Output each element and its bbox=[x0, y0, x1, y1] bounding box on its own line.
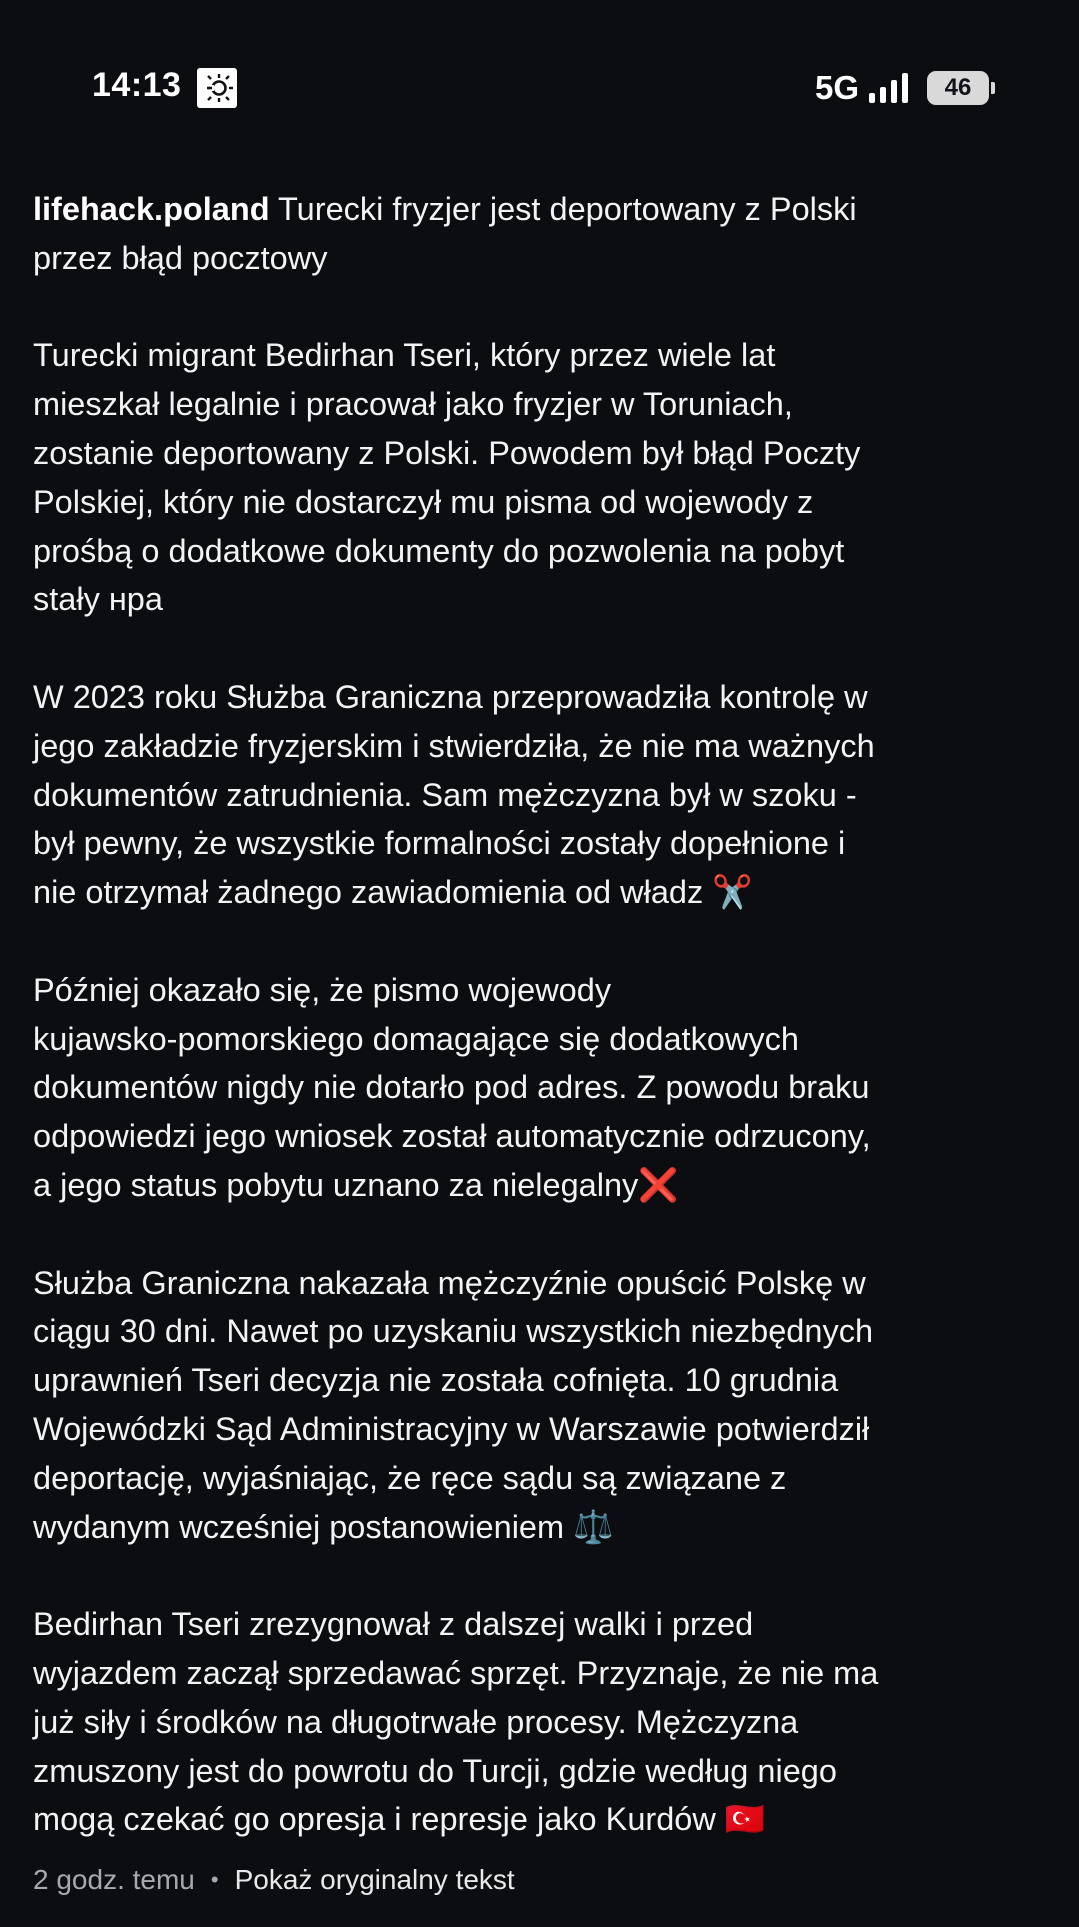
post-line: już siły i środków na długotrwałe procesy. Mężczyzna bbox=[33, 1703, 799, 1740]
network-type: 5G bbox=[814, 69, 859, 106]
status-bar bbox=[0, 0, 1079, 180]
post-line: uprawnień Tseri decyzja nie została cofnięta. 10 grudnia bbox=[33, 1362, 839, 1399]
post-line: W 2023 roku Służba Graniczna przeprowadziła kontrolę w bbox=[33, 678, 868, 715]
post-line: był pewny, że wszystkie formalności zostały dopełnione i bbox=[33, 825, 846, 862]
post bbox=[33, 185, 1038, 1844]
post-line: Wojewódzki Sąd Administracyjny w Warszawie potwierdził bbox=[33, 1410, 870, 1447]
post-footer bbox=[33, 1860, 515, 1900]
post-line: Polskiej, który nie dostarczył mu pisma od wojewody z bbox=[33, 483, 814, 520]
post-text bbox=[33, 185, 1038, 1844]
post-line: Później okazało się, że pismo wojewody bbox=[33, 971, 612, 1008]
battery-icon bbox=[927, 71, 989, 105]
post-line: Bedirhan Tseri zrezygnował z dalszej walki i przed bbox=[33, 1606, 754, 1643]
post-line: dokumentów nigdy nie dotarło pod adres. Z powodu braku bbox=[33, 1069, 870, 1106]
post-line: Turecki fryzjer jest deportowany z Polski bbox=[269, 191, 857, 227]
post-line: wyjazdem zaczął sprzedawać sprzęt. Przyznaje, że nie ma bbox=[33, 1654, 879, 1691]
post-line: ciągu 30 dni. Nawet po uzyskaniu wszystkich niezbędnych bbox=[33, 1313, 874, 1350]
status-time: 14:13 bbox=[92, 66, 182, 104]
post-line: zostanie deportowany z Polski. Powodem był błąd Poczty bbox=[33, 434, 861, 471]
post-line: a jego status pobytu uznano za nielegalny❌ bbox=[33, 1166, 679, 1203]
post-line: nie otrzymał żadnego zawiadomienia od władz ✂️ bbox=[33, 874, 753, 911]
signal-strength-icon bbox=[869, 73, 913, 103]
status-indicators bbox=[815, 66, 989, 110]
separator-dot: • bbox=[210, 1867, 219, 1892]
battery-level: 46 bbox=[944, 74, 972, 101]
post-line: mieszkał legalnie i pracował jako fryzjer w Toruniach, bbox=[33, 386, 793, 423]
show-original-text-link[interactable]: Pokaż oryginalny tekst bbox=[234, 1864, 515, 1895]
post-line: deportację, wyjaśniając, że ręce sądu są związane z bbox=[33, 1459, 787, 1496]
post-line: mogą czekać go opresja i represje jako Kurdów 🇹🇷 bbox=[33, 1801, 766, 1838]
app-notification-icon bbox=[197, 68, 237, 108]
post-line: dokumentów zatrudnienia. Sam mężczyzna był w szoku - bbox=[33, 776, 857, 813]
post-timestamp: 2 godz. temu bbox=[33, 1864, 195, 1895]
post-line: stały нра bbox=[33, 581, 163, 618]
post-line: przez błąd pocztowy bbox=[33, 239, 328, 276]
post-line: prośbą o dodatkowe dokumenty do pozwolenia na pobyt bbox=[33, 532, 845, 569]
post-line: wydanym wcześniej postanowieniem ⚖️ bbox=[33, 1508, 614, 1545]
post-line: Służba Graniczna nakazała mężczyźnie opuścić Polskę w bbox=[33, 1264, 866, 1301]
post-line: kujawsko-pomorskiego domagające się dodatkowych bbox=[33, 1020, 799, 1057]
post-username[interactable]: lifehack.poland bbox=[33, 191, 270, 227]
post-line: Turecki migrant Bedirhan Tseri, który przez wiele lat bbox=[33, 337, 776, 374]
post-line: jego zakładzie fryzjerskim i stwierdziła, że nie ma ważnych bbox=[33, 727, 875, 764]
post-line: zmuszony jest do powrotu do Turcji, gdzie według niego bbox=[33, 1752, 837, 1789]
post-line: odpowiedzi jego wniosek został automatycznie odrzucony, bbox=[33, 1118, 871, 1155]
